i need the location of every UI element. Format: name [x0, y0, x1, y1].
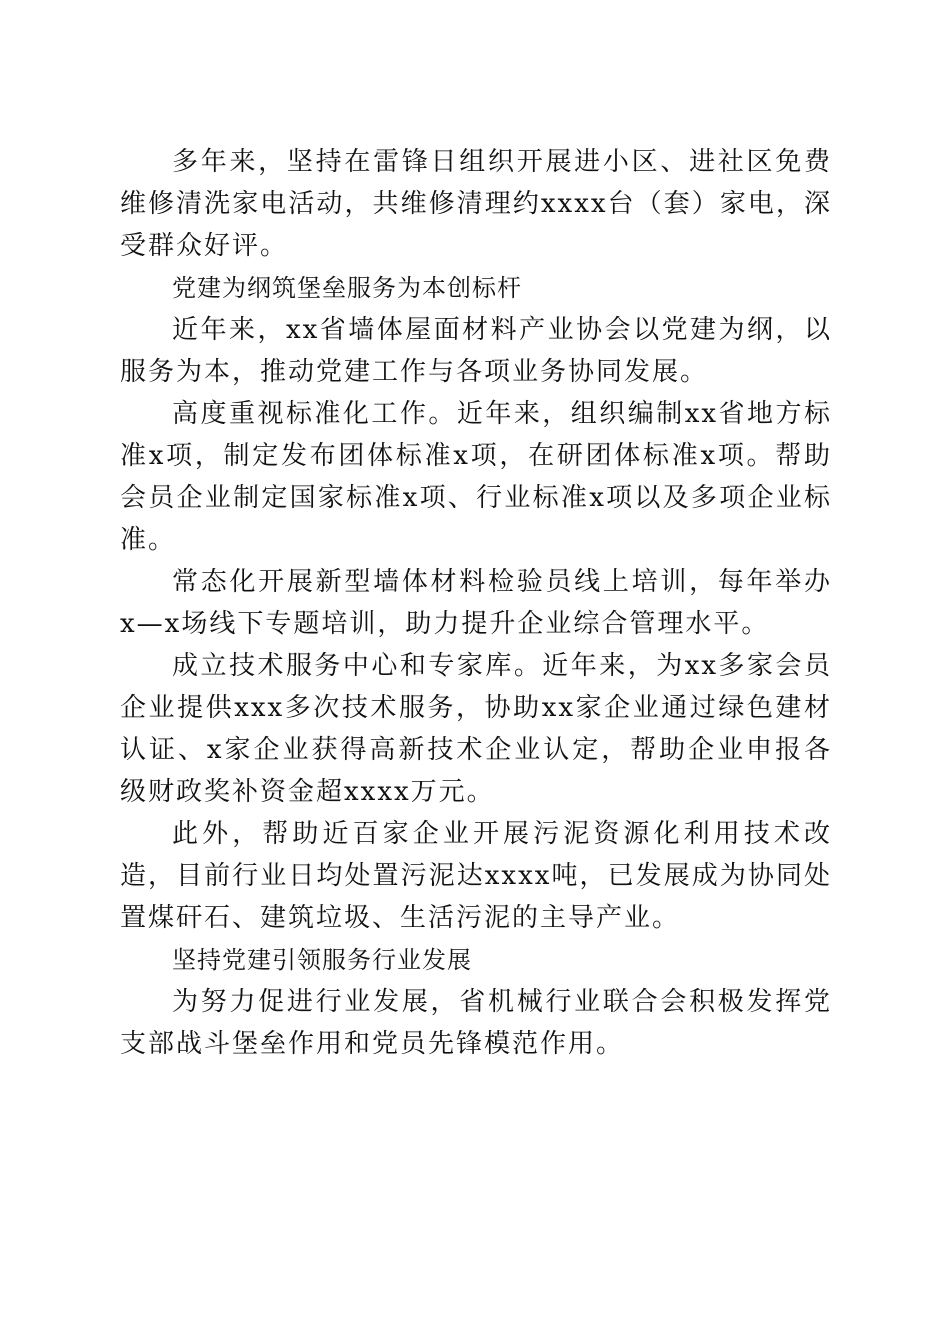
section-heading-party-building-service: 党建为纲筑堡垒服务为本创标杆: [172, 274, 522, 302]
paragraph-standardization: 高度重视标准化工作。近年来，组织编制xx省地方标准x项，制定发布团体标准x项，在研团体标准x项。帮助会员企业制定国家标准x项、行业标准x项以及多项企业标准。: [120, 399, 832, 555]
paragraph-sludge-utilization: 此外，帮助近百家企业开展污泥资源化利用技术改造，目前行业日均处置污泥达xxxx吨，已发展成为协同处置煤矸石、建筑垃圾、生活污泥的主导产业。: [120, 819, 832, 933]
paragraph-appliance-repair: 多年来，坚持在雷锋日组织开展进小区、进社区免费维修清洗家电活动，共维修清理约xxxx台（套）家电，深受群众好评。: [120, 147, 832, 261]
paragraph-association-intro: 近年来，xx省墙体屋面材料产业协会以党建为纲，以服务为本，推动党建工作与各项业务协同发展。: [120, 315, 832, 387]
paragraph-machinery-federation: 为努力促进行业发展，省机械行业联合会积极发挥党支部战斗堡垒作用和党员先锋模范作用。: [120, 987, 832, 1059]
paragraph-technical-service: 成立技术服务中心和专家库。近年来，为xx多家会员企业提供xxx多次技术服务，协助xx家企业通过绿色建材认证、x家企业获得高新技术企业认定，帮助企业申报各级财政奖补资金超xxxx万元。: [120, 651, 832, 807]
document-body: [120, 141, 832, 1065]
paragraph-training: 常态化开展新型墙体材料检验员线上培训，每年举办x—x场线下专题培训，助力提升企业综合管理水平。: [120, 567, 832, 639]
section-heading-industry-development: 坚持党建引领服务行业发展: [172, 946, 472, 974]
